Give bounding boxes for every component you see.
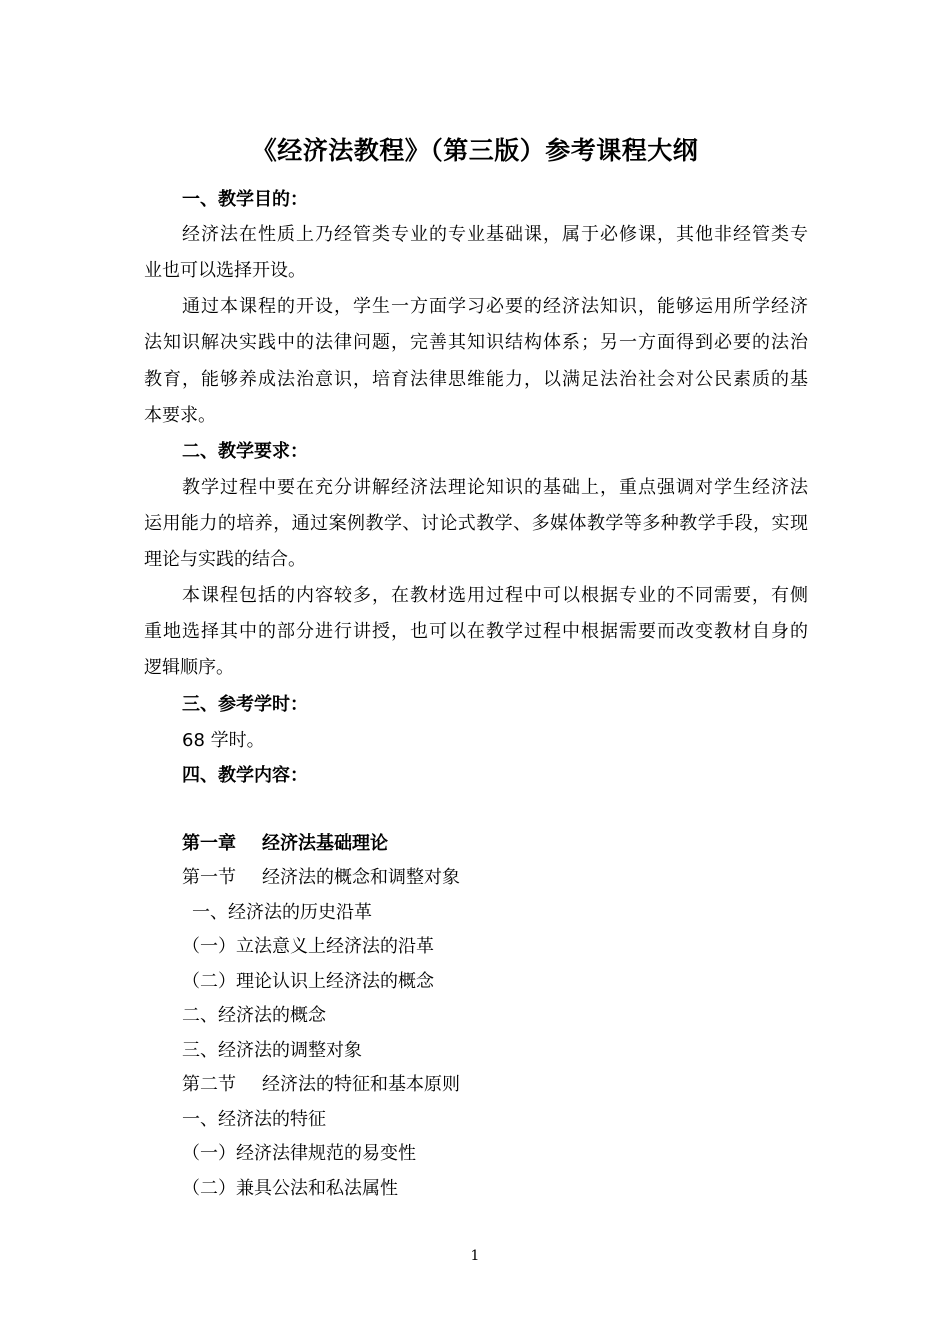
outline-item: 三、经济法的调整对象 <box>182 1040 362 1061</box>
paragraph-line: 运用能力的培养，通过案例教学、讨论式教学、多媒体教学等多种教学手段，实现 <box>144 513 808 534</box>
outline-item: 一、经济法的特征 <box>182 1109 326 1130</box>
document-title: 《经济法教程》（第三版）参考课程大纲 <box>251 136 699 165</box>
hours-text: 68 学时。 <box>182 730 265 751</box>
section-heading-hours: 三、参考学时： <box>182 694 308 715</box>
outline-item: （二）兼具公法和私法属性 <box>182 1178 398 1199</box>
outline-item: 一、经济法的历史沿革 <box>192 902 372 923</box>
paragraph-line: 本要求。 <box>144 405 216 426</box>
chapter-title: 经济法基础理论 <box>262 833 388 854</box>
section-title: 经济法的特征和基本原则 <box>262 1074 460 1095</box>
chapter-number: 第一章 <box>182 833 236 854</box>
paragraph-line: 经济法在性质上乃经管类专业的专业基础课，属于必修课，其他非经管类专 <box>182 224 808 245</box>
section-title: 经济法的概念和调整对象 <box>262 867 460 888</box>
paragraph-line: 理论与实践的结合。 <box>144 549 306 570</box>
paragraph-line: 通过本课程的开设，学生一方面学习必要的经济法知识，能够运用所学经济 <box>182 296 808 317</box>
outline-item: （一）立法意义上经济法的沿革 <box>182 936 434 957</box>
section-heading-purpose: 一、教学目的： <box>182 189 308 210</box>
section-heading-requirements: 二、教学要求： <box>182 441 308 462</box>
paragraph-line: 重地选择其中的部分进行讲授，也可以在教学过程中根据需要而改变教材自身的 <box>144 621 808 642</box>
paragraph-line: 逻辑顺序。 <box>144 657 234 678</box>
section-number: 第一节 <box>182 867 236 888</box>
paragraph-line: 教育，能够养成法治意识，培育法律思维能力，以满足法治社会对公民素质的基 <box>144 369 808 390</box>
paragraph-line: 教学过程中要在充分讲解经济法理论知识的基础上，重点强调对学生经济法 <box>182 477 808 498</box>
page-number: 1 <box>470 1248 480 1264</box>
paragraph-line: 法知识解决实践中的法律问题，完善其知识结构体系；另一方面得到必要的法治 <box>144 332 808 353</box>
section-heading <box>182 866 460 890</box>
outline-item: 二、经济法的概念 <box>182 1005 326 1026</box>
paragraph-line: 本课程包括的内容较多，在教材选用过程中可以根据专业的不同需要，有侧 <box>182 585 808 606</box>
outline-item: （二）理论认识上经济法的概念 <box>182 971 434 992</box>
section-heading <box>182 1073 460 1097</box>
section-heading-content: 四、教学内容： <box>182 765 308 786</box>
chapter-heading <box>182 832 388 856</box>
outline-item: （一）经济法律规范的易变性 <box>182 1143 416 1164</box>
section-number: 第二节 <box>182 1074 236 1095</box>
paragraph-line: 业也可以选择开设。 <box>144 260 306 281</box>
